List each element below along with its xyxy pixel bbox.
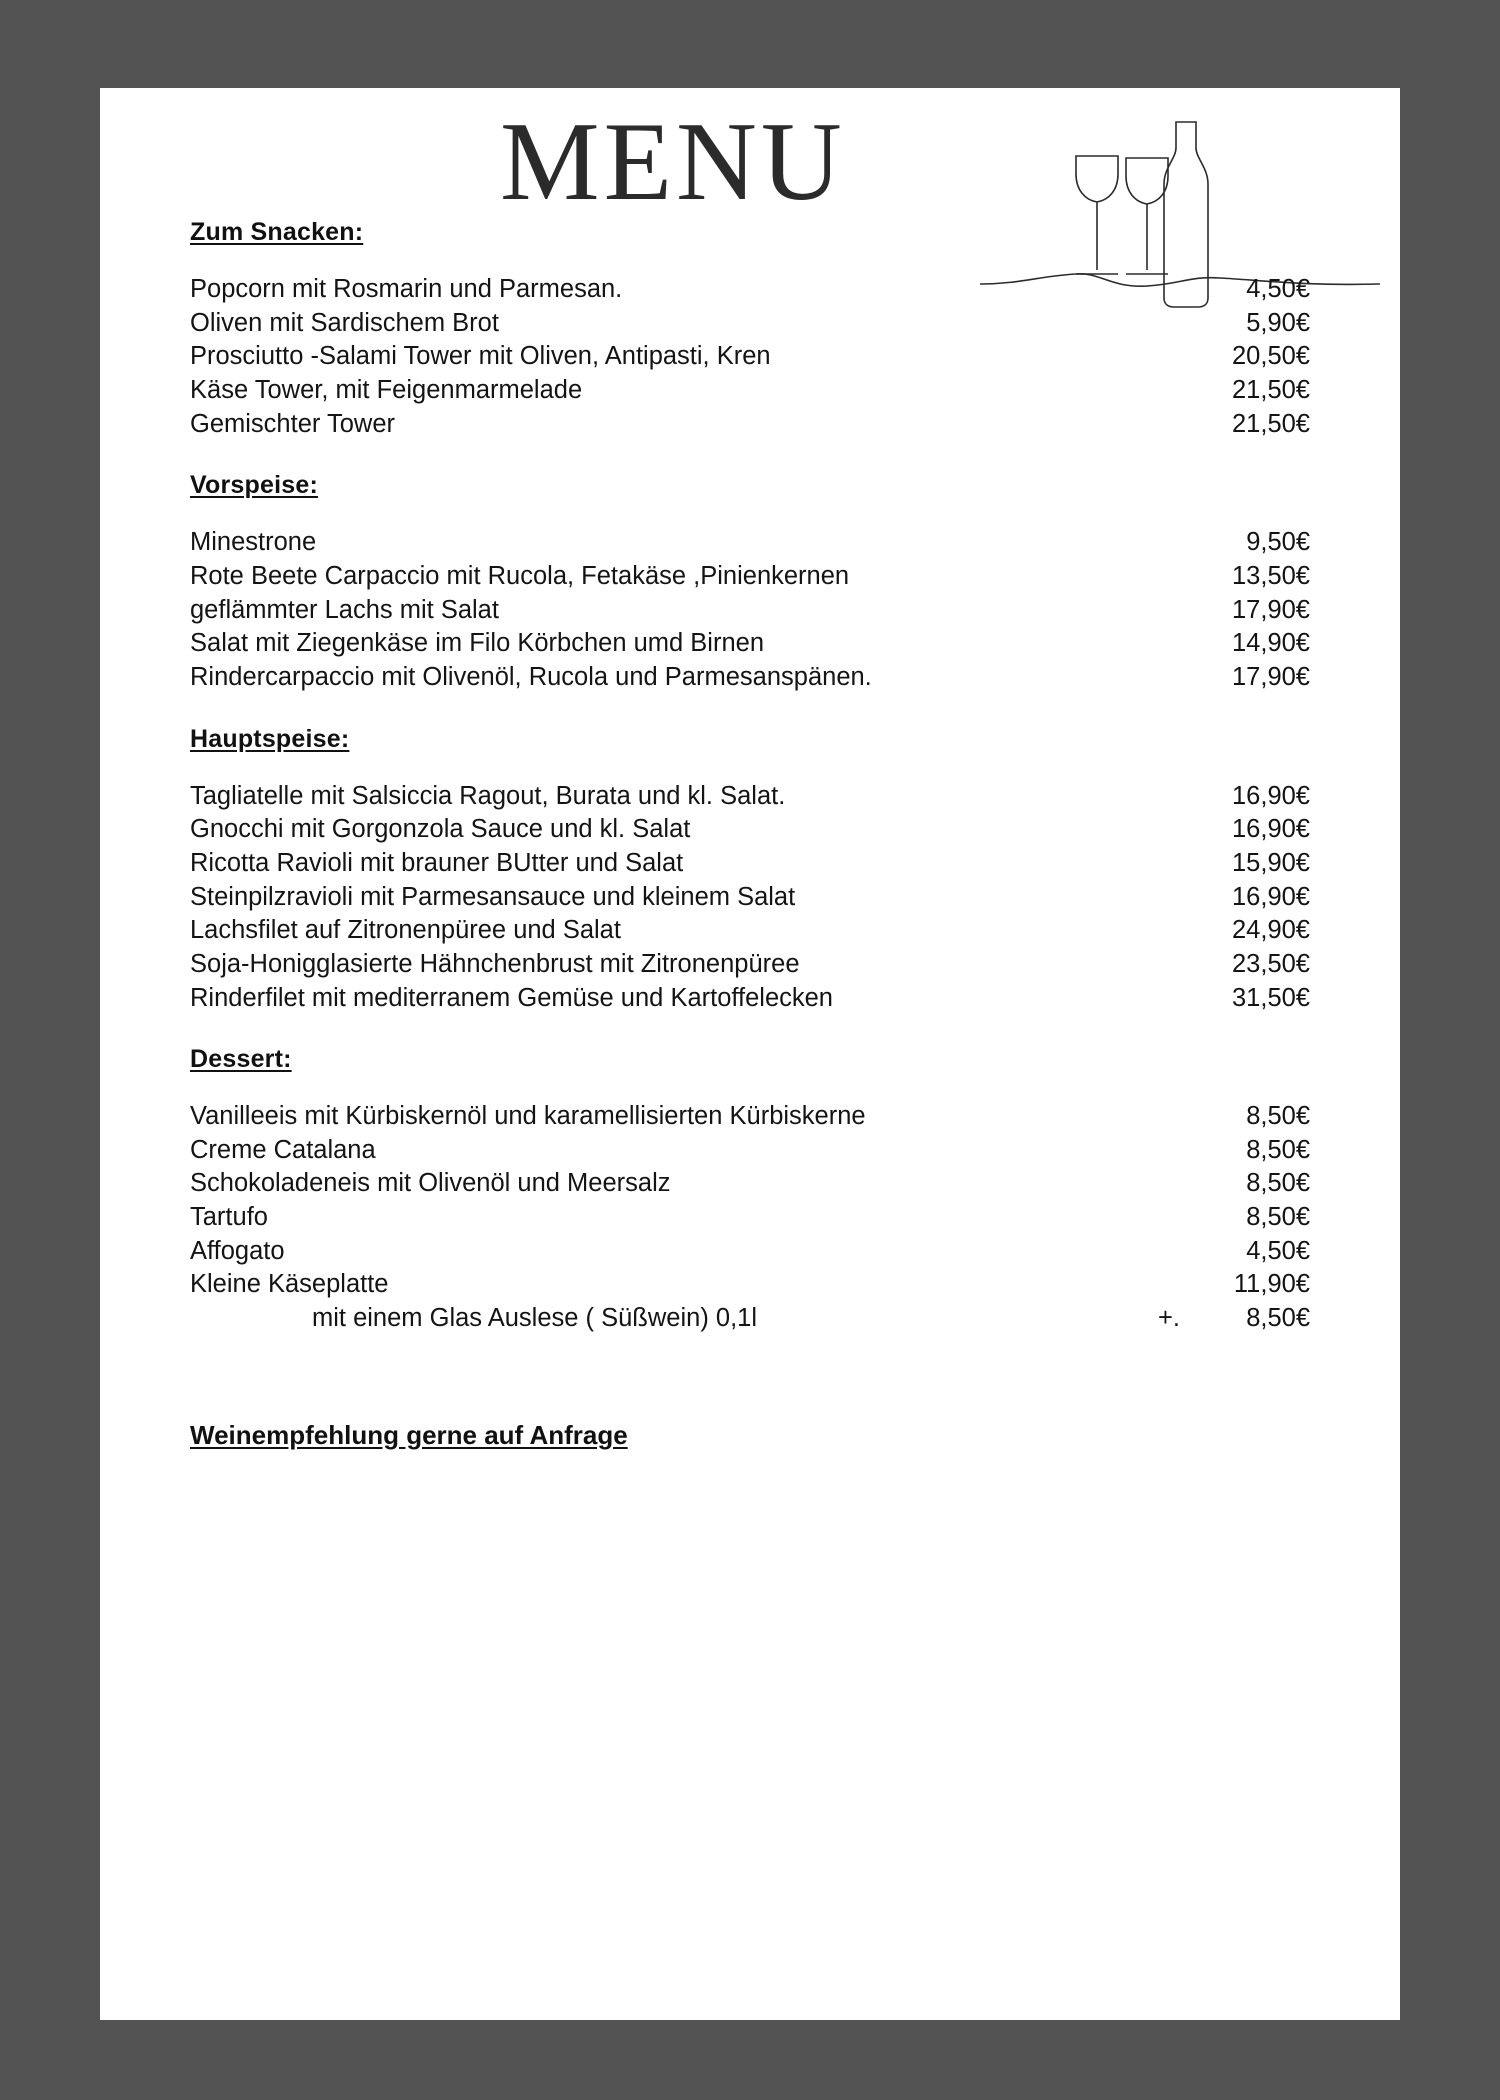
menu-item-row [190,661,1310,695]
menu-item-price: 4,50€ [1246,1236,1310,1265]
menu-item-row [190,594,1310,628]
menu-item-name: Kleine Käseplatte [190,1270,389,1299]
menu-item-price: 8,50€ [1246,1135,1310,1164]
menu-item-row-addon [190,1302,1310,1336]
menu-item-price: 21,50€ [1232,375,1310,404]
menu-item-name: Gemischter Tower [190,409,396,438]
menu-section-starters [190,471,1310,694]
menu-item-price: 20,50€ [1232,342,1310,371]
menu-body [190,218,1310,1451]
menu-item-price: 8,50€ [1246,1203,1310,1232]
menu-item-price: 15,90€ [1232,848,1310,877]
menu-item-name: Tartufo [190,1203,268,1232]
menu-item-row [190,948,1310,982]
menu-item-name: Rote Beete Carpaccio mit Rucola, Fetakäse ,Pinienkernen [190,561,850,590]
menu-item-name: Lachsfilet auf Zitronenpüree und Salat [190,916,621,945]
menu-item-row [190,1100,1310,1134]
menu-item-row [190,526,1310,560]
menu-item-name: Schokoladeneis mit Olivenöl und Meersalz [190,1169,671,1198]
menu-item-row [190,273,1310,307]
menu-item-price: 16,90€ [1232,815,1310,844]
menu-item-row [190,881,1310,915]
menu-item-price: 8,50€ [1246,1169,1310,1198]
menu-item-name: Affogato [190,1236,285,1265]
menu-item-row [190,914,1310,948]
menu-item-price: 11,90€ [1233,1270,1310,1299]
menu-item-row [190,627,1310,661]
menu-item-row [190,340,1310,374]
menu-item-name: geflämmter Lachs mit Salat [190,595,499,624]
menu-item-price: 8,50€ [1246,1304,1310,1333]
menu-item-price: 31,50€ [1232,983,1310,1012]
menu-item-name: Steinpilzravioli mit Parmesansauce und kleinem Salat [190,882,796,911]
menu-item-name: Gnocchi mit Gorgonzola Sauce und kl. Salat [190,815,691,844]
menu-item-row [190,1268,1310,1302]
section-heading: Dessert: [190,1045,292,1074]
menu-item-price: 24,90€ [1232,916,1310,945]
menu-item-price: 23,50€ [1232,949,1310,978]
menu-item-row [190,982,1310,1016]
menu-item-name: Popcorn mit Rosmarin und Parmesan. [190,275,623,303]
section-heading: Hauptspeise: [190,724,350,753]
menu-item-price: 21,50€ [1232,409,1310,438]
menu-item-name: Minestrone [190,528,317,557]
menu-item-row [190,307,1310,341]
menu-item-name: Salat mit Ziegenkäse im Filo Körbchen umd Birnen [190,629,765,658]
menu-item-price: 17,90€ [1232,595,1310,624]
menu-item-row [190,374,1310,408]
menu-section-mains [190,725,1310,1016]
menu-item-price: 16,90€ [1232,882,1310,911]
menu-item-row [190,1235,1310,1269]
menu-item-price: 4,50€ [1246,275,1310,303]
menu-item-price: 17,90€ [1232,662,1310,691]
menu-item-name: Ricotta Ravioli mit brauner BUtter und Salat [190,848,684,877]
menu-item-row [190,813,1310,847]
menu-item-name: Oliven mit Sardischem Brot [190,308,499,337]
menu-item-price: 5,90€ [1246,308,1310,337]
menu-item-name: Rinderfilet mit mediterranem Gemüse und Kartoffelecken [190,983,833,1012]
menu-item-name: Prosciutto -Salami Tower mit Oliven, Antipasti, Kren [190,342,771,371]
menu-section-snacks [190,218,1310,441]
menu-item-name: Käse Tower, mit Feigenmarmelade [190,375,583,404]
menu-item-name: mit einem Glas Auslese ( Süßwein) 0,1l [312,1304,758,1333]
menu-item-price: 8,50€ [1246,1102,1310,1131]
menu-item-row [190,780,1310,814]
menu-item-price: 13,50€ [1232,561,1310,590]
menu-item-row [190,1167,1310,1201]
section-heading: Zum Snacken: [190,218,364,246]
menu-item-row [190,1134,1310,1168]
menu-item-name: Soja-Honigglasierte Hähnchenbrust mit Zitronenpüree [190,949,800,978]
menu-item-price: 9,50€ [1246,528,1310,557]
menu-page [100,88,1400,2020]
menu-section-dessert [190,1045,1310,1336]
menu-item-row [190,408,1310,442]
menu-item-row [190,1201,1310,1235]
menu-item-name: Rindercarpaccio mit Olivenöl, Rucola und Parmesanspänen. [190,662,872,691]
menu-item-name: Creme Catalana [190,1135,376,1164]
section-heading: Vorspeise: [190,471,318,500]
price-prefix: +. [1158,1304,1180,1333]
wine-recommendation-note: Weinempfehlung gerne auf Anfrage [190,1419,628,1450]
menu-item-name: Tagliatelle mit Salsiccia Ragout, Burata und kl. Salat. [190,781,786,810]
menu-item-name: Vanilleeis mit Kürbiskernöl und karamellisierten Kürbiskerne [190,1102,866,1131]
menu-item-row [190,847,1310,881]
menu-item-price: 16,90€ [1232,781,1310,810]
menu-item-row [190,560,1310,594]
page-title: MENU [500,100,846,224]
menu-item-price: 14,90€ [1232,629,1310,658]
